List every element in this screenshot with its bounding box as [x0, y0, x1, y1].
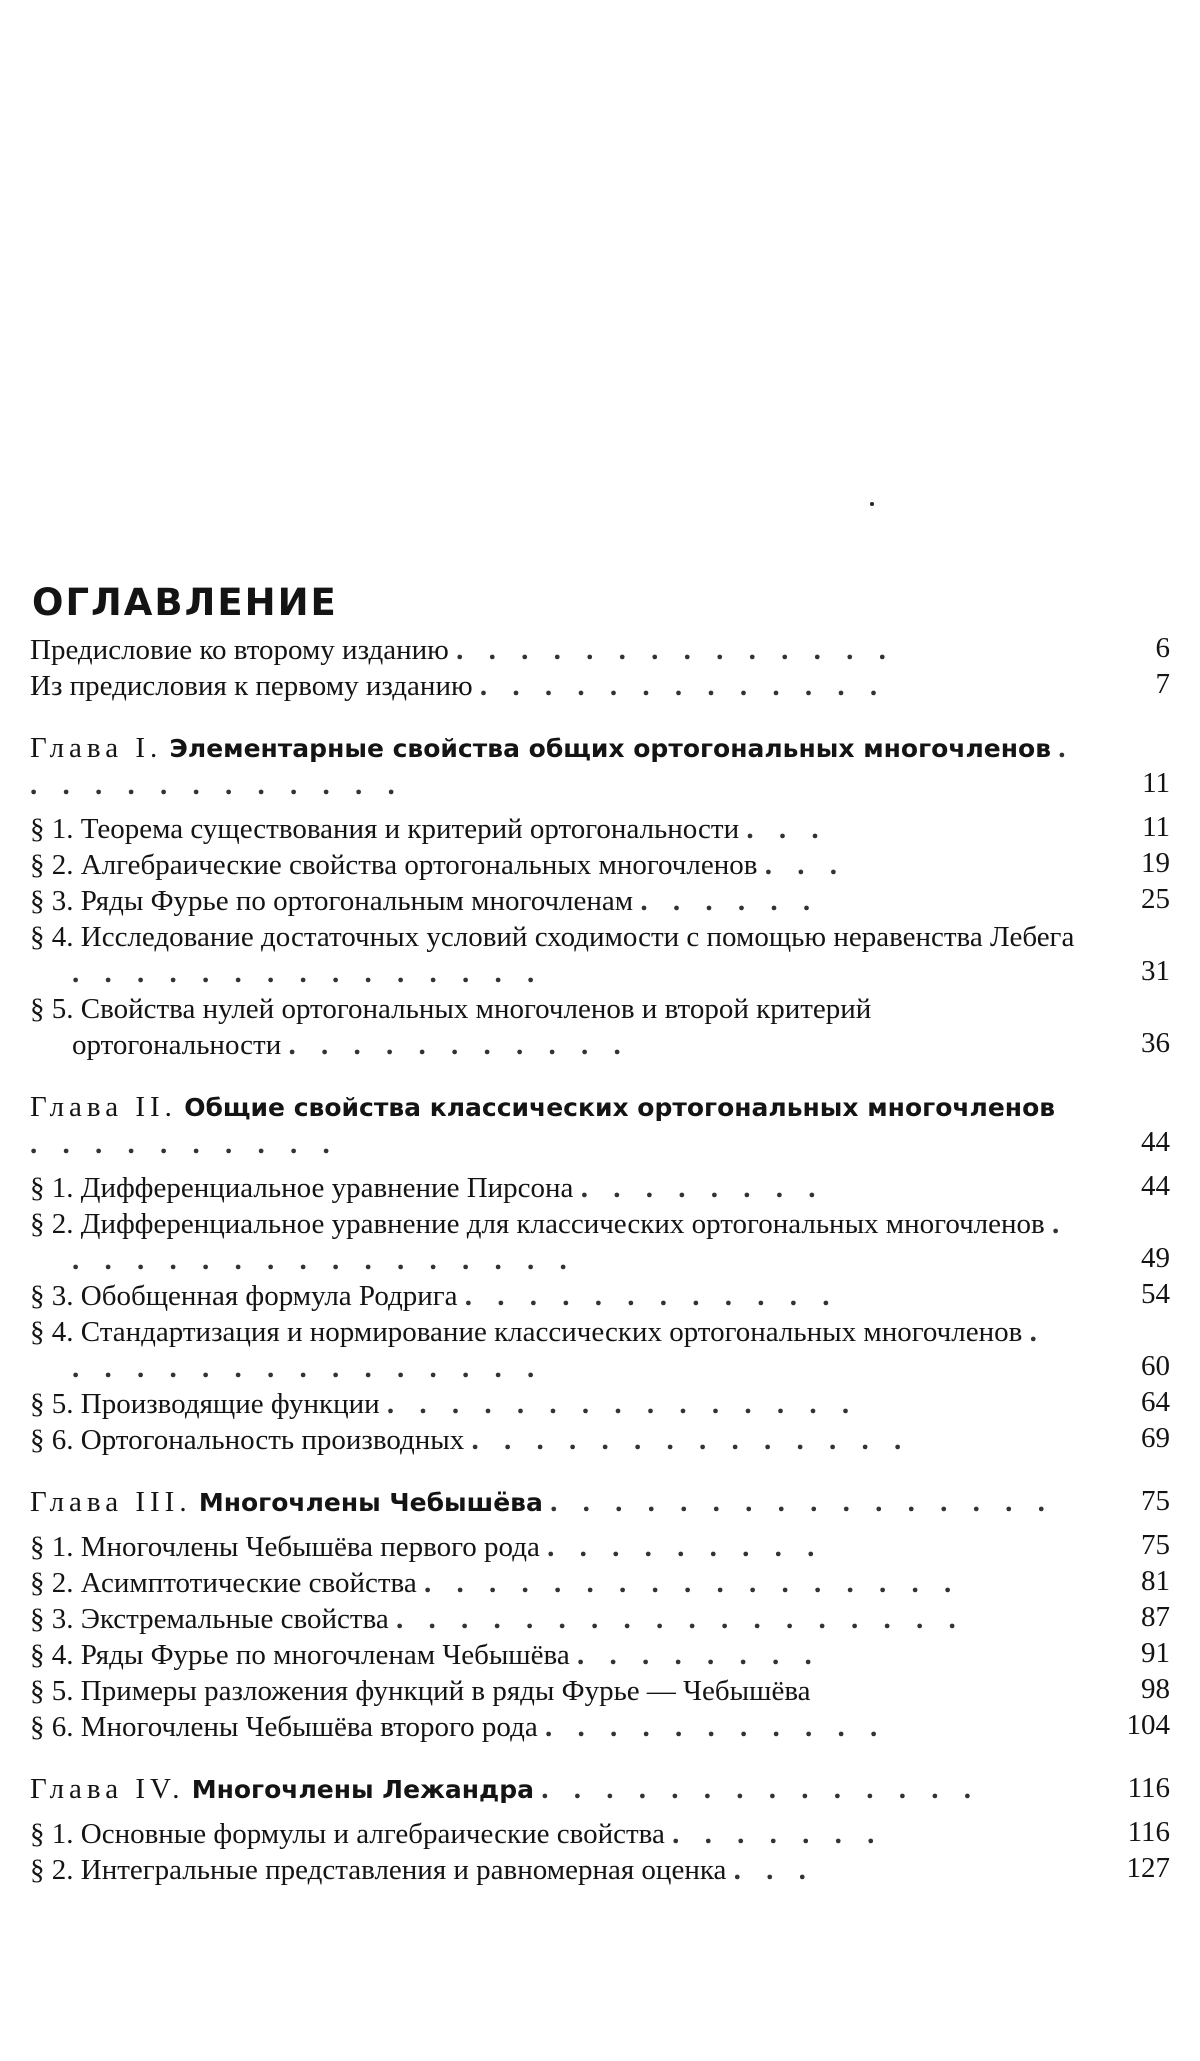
toc-section[interactable]: § 1. Теорема существования и критерий ортогональности . . . 11: [30, 811, 1170, 845]
toc-chapter-4[interactable]: Глава IV. Многочлены Лежандра . . . . . . . . . . . . . . 116: [30, 1772, 1170, 1805]
toc-page-number: 44: [1141, 1126, 1170, 1158]
toc-entry-text: § 4. Исследование достаточных условий сходимости с помощью неравенства Лебега: [30, 921, 1075, 953]
toc-page-number: 75: [1141, 1529, 1170, 1561]
toc-page-number: 104: [1126, 1709, 1170, 1741]
toc-page-number: 36: [1141, 1027, 1170, 1059]
toc-entry-text: § 5. Свойства нулей ортогональных многочленов и второй критерий ортогональности: [30, 993, 872, 1061]
toc-page-number: 116: [1127, 1816, 1170, 1848]
toc-entry-preface-2[interactable]: Предисловие ко второму изданию . . . . . . . . . . . . . . 6: [30, 632, 1170, 666]
toc-section[interactable]: § 4. Стандартизация и нормирование классических ортогональных многочленов . . . . . . . . . . . . . . . . 60: [30, 1316, 1170, 1384]
toc-section[interactable]: § 1. Дифференциальное уравнение Пирсона . . . . . . . . 44: [30, 1170, 1170, 1204]
toc-entry-text: § 6. Ортогональность производных: [30, 1424, 465, 1456]
toc-section[interactable]: § 6. Многочлены Чебышёва второго рода . . . . . . . . . . . 104: [30, 1709, 1170, 1743]
toc-entry-text: § 4. Ряды Фурье по многочленам Чебышёва: [30, 1639, 570, 1671]
toc-section[interactable]: § 2. Асимптотические свойства . . . . . . . . . . . . . . . . . 81: [30, 1565, 1170, 1599]
stray-dot: [870, 502, 874, 506]
toc-entry-text: § 4. Стандартизация и нормирование классических ортогональных многочленов: [30, 1316, 1023, 1348]
toc-chapter-2[interactable]: Глава II. Общие свойства классических ортогональных многочленов . . . . . . . . . . 44: [30, 1091, 1170, 1160]
chapter-title: Элементарные свойства общих ортогональных многочленов: [169, 734, 1052, 763]
toc-section[interactable]: [30, 1673, 1170, 1709]
toc-section[interactable]: § 2. Дифференциальное уравнение для классических ортогональных многочленов . . . . . . . . . . . . . . . . . 49: [30, 1208, 1170, 1276]
table-of-contents: [30, 632, 1170, 1888]
toc-entry-text: § 3. Обобщенная формула Родрига: [30, 1280, 458, 1312]
chapter-title: Многочлены Чебышёва: [198, 1488, 543, 1517]
toc-entry-text: § 2. Интегральные представления и равномерная оценка: [30, 1854, 727, 1886]
toc-section[interactable]: § 1. Многочлены Чебышёва первого рода . . . . . . . . . 75: [30, 1529, 1170, 1563]
chapter-lead: Глава IV.: [30, 1773, 185, 1805]
toc-page-number: 7: [1155, 668, 1170, 700]
toc-page-number: 19: [1141, 847, 1170, 879]
toc-page-number: 81: [1141, 1565, 1170, 1597]
toc-page-number: 44: [1141, 1170, 1170, 1202]
toc-entry-text: § 2. Асимптотические свойства: [30, 1567, 417, 1599]
toc-page-number: 127: [1126, 1852, 1170, 1884]
toc-page-number: 54: [1141, 1278, 1170, 1310]
toc-entry-text: § 1. Основные формулы и алгебраические свойства: [30, 1818, 665, 1850]
toc-section[interactable]: § 2. Алгебраические свойства ортогональных многочленов . . . 19: [30, 847, 1170, 881]
toc-section[interactable]: § 4. Ряды Фурье по многочленам Чебышёва . . . . . . . . 91: [30, 1637, 1170, 1671]
page-title: ОГЛАВЛЕНИЕ: [32, 580, 338, 624]
toc-chapter-1[interactable]: Глава I. Элементарные свойства общих ортогональных многочленов . . . . . . . . . . . . . 11: [30, 732, 1170, 801]
toc-page-number: 64: [1141, 1386, 1170, 1418]
toc-page-number: 11: [1142, 767, 1170, 799]
toc-page-number: 98: [1141, 1673, 1170, 1705]
toc-entry-text: § 2. Дифференциальное уравнение для классических ортогональных многочленов: [30, 1208, 1045, 1240]
toc-page-number: 116: [1127, 1772, 1170, 1804]
toc-entry-text: § 1. Многочлены Чебышёва первого рода: [30, 1531, 540, 1563]
toc-section[interactable]: § 3. Экстремальные свойства . . . . . . . . . . . . . . . . . . 87: [30, 1601, 1170, 1635]
toc-entry-text: § 1. Теорема существования и критерий ортогональности: [30, 813, 740, 845]
toc-page-number: 60: [1141, 1350, 1170, 1382]
toc-page-number: 75: [1141, 1485, 1170, 1517]
toc-entry-preface-1[interactable]: Из предисловия к первому изданию . . . . . . . . . . . . . 7: [30, 668, 1170, 702]
toc-entry-text: § 5. Примеры разложения функций в ряды Фурье — Чебышёва: [30, 1675, 811, 1707]
toc-entry-text: § 3. Ряды Фурье по ортогональным многочленам: [30, 885, 634, 917]
toc-section[interactable]: § 6. Ортогональность производных . . . . . . . . . . . . . . 69: [30, 1422, 1170, 1456]
toc-section[interactable]: § 2. Интегральные представления и равномерная оценка . . . 127: [30, 1852, 1170, 1886]
toc-page-number: 11: [1142, 811, 1170, 843]
chapter-lead: Глава II.: [30, 1091, 177, 1123]
toc-page-number: 91: [1141, 1637, 1170, 1669]
toc-entry-text: § 5. Производящие функции: [30, 1388, 380, 1420]
toc-entry-text: § 3. Экстремальные свойства: [30, 1603, 389, 1635]
toc-section[interactable]: § 1. Основные формулы и алгебраические свойства . . . . . . . 116: [30, 1816, 1170, 1850]
chapter-title: Общие свойства классических ортогональных многочленов: [184, 1093, 1056, 1122]
toc-section[interactable]: § 5. Производящие функции . . . . . . . . . . . . . . . 64: [30, 1386, 1170, 1420]
toc-section[interactable]: § 3. Обобщенная формула Родрига . . . . . . . . . . . . 54: [30, 1278, 1170, 1312]
toc-entry-text: Предисловие ко второму изданию: [30, 634, 449, 666]
toc-chapter-3[interactable]: Глава III. Многочлены Чебышёва . . . . . . . . . . . . . . . . 75: [30, 1485, 1170, 1518]
chapter-lead: Глава III.: [30, 1486, 192, 1518]
toc-section[interactable]: § 5. Свойства нулей ортогональных многочленов и второй критерий ортогональности . . . . . . . . . . . 36: [30, 993, 1170, 1061]
toc-section[interactable]: § 4. Исследование достаточных условий сходимости с помощью неравенства Лебега . . . . . . . . . . . . . . . 31: [30, 921, 1170, 989]
toc-entry-text: § 1. Дифференциальное уравнение Пирсона: [30, 1172, 574, 1204]
chapter-title: Многочлены Лежандра: [191, 1775, 535, 1804]
toc-entry-text: Из предисловия к первому изданию: [30, 670, 473, 702]
toc-page-number: 69: [1141, 1422, 1170, 1454]
toc-entry-text: § 6. Многочлены Чебышёва второго рода: [30, 1711, 538, 1743]
toc-page-number: 25: [1141, 883, 1170, 915]
toc-page-number: 6: [1155, 632, 1170, 664]
chapter-lead: Глава I.: [30, 732, 163, 764]
toc-section[interactable]: § 3. Ряды Фурье по ортогональным многочленам . . . . . . 25: [30, 883, 1170, 917]
toc-page-number: 49: [1141, 1242, 1170, 1274]
toc-entry-text: § 2. Алгебраические свойства ортогональных многочленов: [30, 849, 758, 881]
toc-page-number: 87: [1141, 1601, 1170, 1633]
toc-page-number: 31: [1141, 955, 1170, 987]
